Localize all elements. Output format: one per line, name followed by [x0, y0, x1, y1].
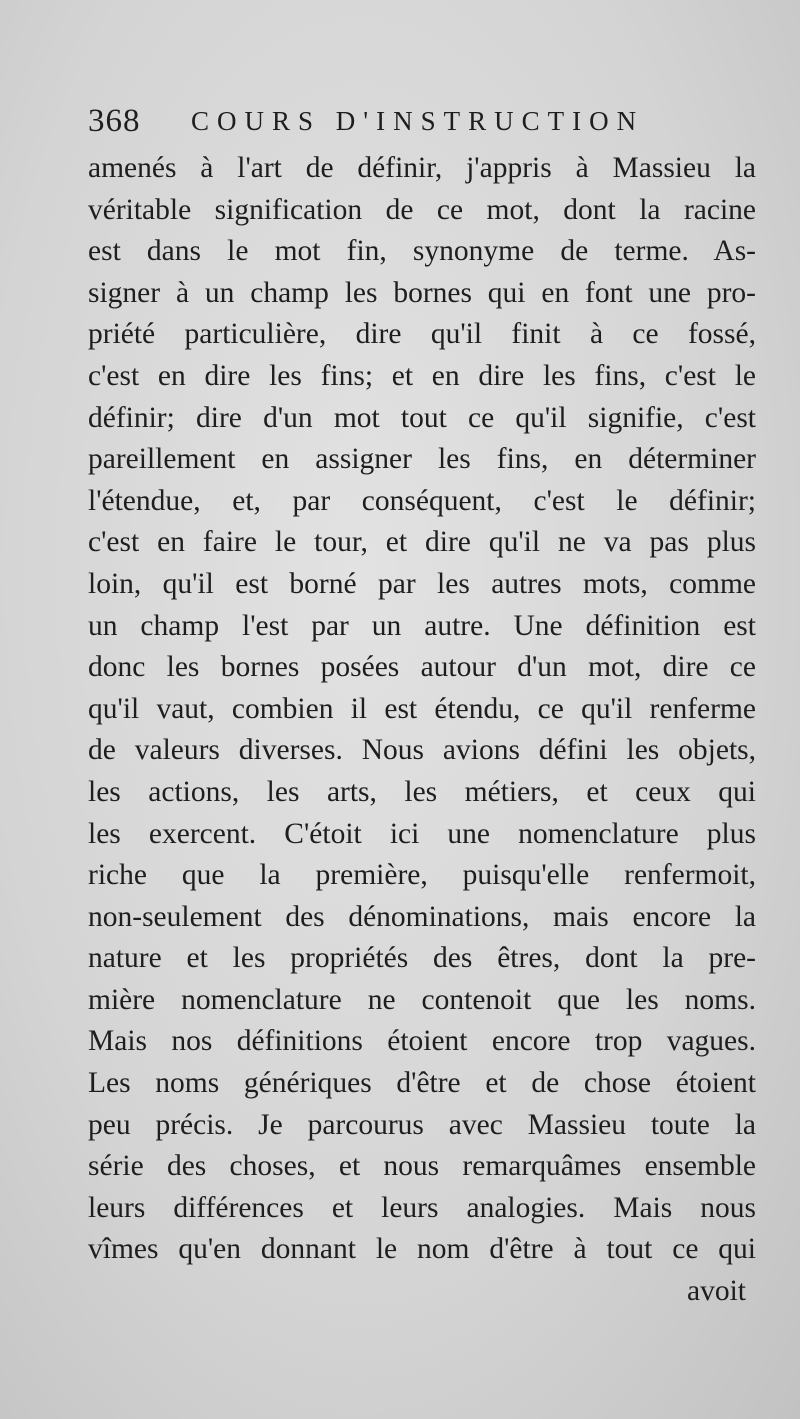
text-line: un champ l'est par un autre. Une définition est: [88, 609, 756, 642]
text-line: riche que la première, puisqu'elle renfermoit,: [88, 859, 756, 892]
text-line: série des choses, et nous remarquâmes ensemble: [88, 1150, 756, 1183]
running-head: COURS D'INSTRUCTION: [191, 106, 645, 136]
text-line: priété particulière, dire qu'il finit à ce fossé,: [88, 318, 756, 351]
text-line: véritable signification de ce mot, dont la racine: [88, 193, 756, 226]
text-line: nature et les propriétés des êtres, dont la pre-: [88, 942, 756, 975]
text-line: c'est en faire le tour, et dire qu'il ne va pas plus: [88, 526, 756, 559]
text-line: vîmes qu'en donnant le nom d'être à tout ce qui: [88, 1233, 756, 1266]
text-line: de valeurs diverses. Nous avions défini les objets,: [88, 734, 756, 767]
text-line: qu'il vaut, combien il est étendu, ce qu'il renferme: [88, 692, 756, 725]
text-line: pareillement en assigner les fins, en déterminer: [88, 443, 756, 476]
text-line: les actions, les arts, les métiers, et ceux qui: [88, 775, 756, 808]
text-line: mière nomenclature ne contenoit que les noms.: [88, 983, 756, 1016]
page-number: 368: [88, 103, 141, 139]
text-line: définir; dire d'un mot tout ce qu'il signifie, c'est: [88, 401, 756, 434]
catchword-line: [88, 1271, 756, 1313]
text-line: signer à un champ les bornes qui en font une pro-: [88, 276, 756, 309]
text-line: leurs différences et leurs analogies. Mais nous: [88, 1191, 756, 1224]
text-line: Les noms génériques d'être et de chose étoient: [88, 1067, 756, 1100]
text-line: l'étendue, et, par conséquent, c'est le définir;: [88, 484, 756, 517]
text-line: c'est en dire les fins; et en dire les fins, c'est le: [88, 359, 756, 392]
text-line: loin, qu'il est borné par les autres mots, comme: [88, 567, 756, 600]
page-header: [88, 98, 728, 144]
catchword: avoit: [687, 1275, 746, 1308]
text-line: peu précis. Je parcourus avec Massieu toute la: [88, 1108, 756, 1141]
text-line: donc les bornes posées autour d'un mot, dire ce: [88, 651, 756, 684]
body-text: [88, 148, 756, 1313]
text-line: amenés à l'art de définir, j'appris à Massieu la: [88, 152, 756, 184]
text-line: est dans le mot fin, synonyme de terme. As-: [88, 235, 756, 268]
text-line: les exercent. C'étoit ici une nomenclature plus: [88, 817, 756, 850]
text-line: Mais nos définitions étoient encore trop vagues.: [88, 1025, 756, 1058]
text-line: non-seulement des dénominations, mais encore la: [88, 900, 756, 933]
